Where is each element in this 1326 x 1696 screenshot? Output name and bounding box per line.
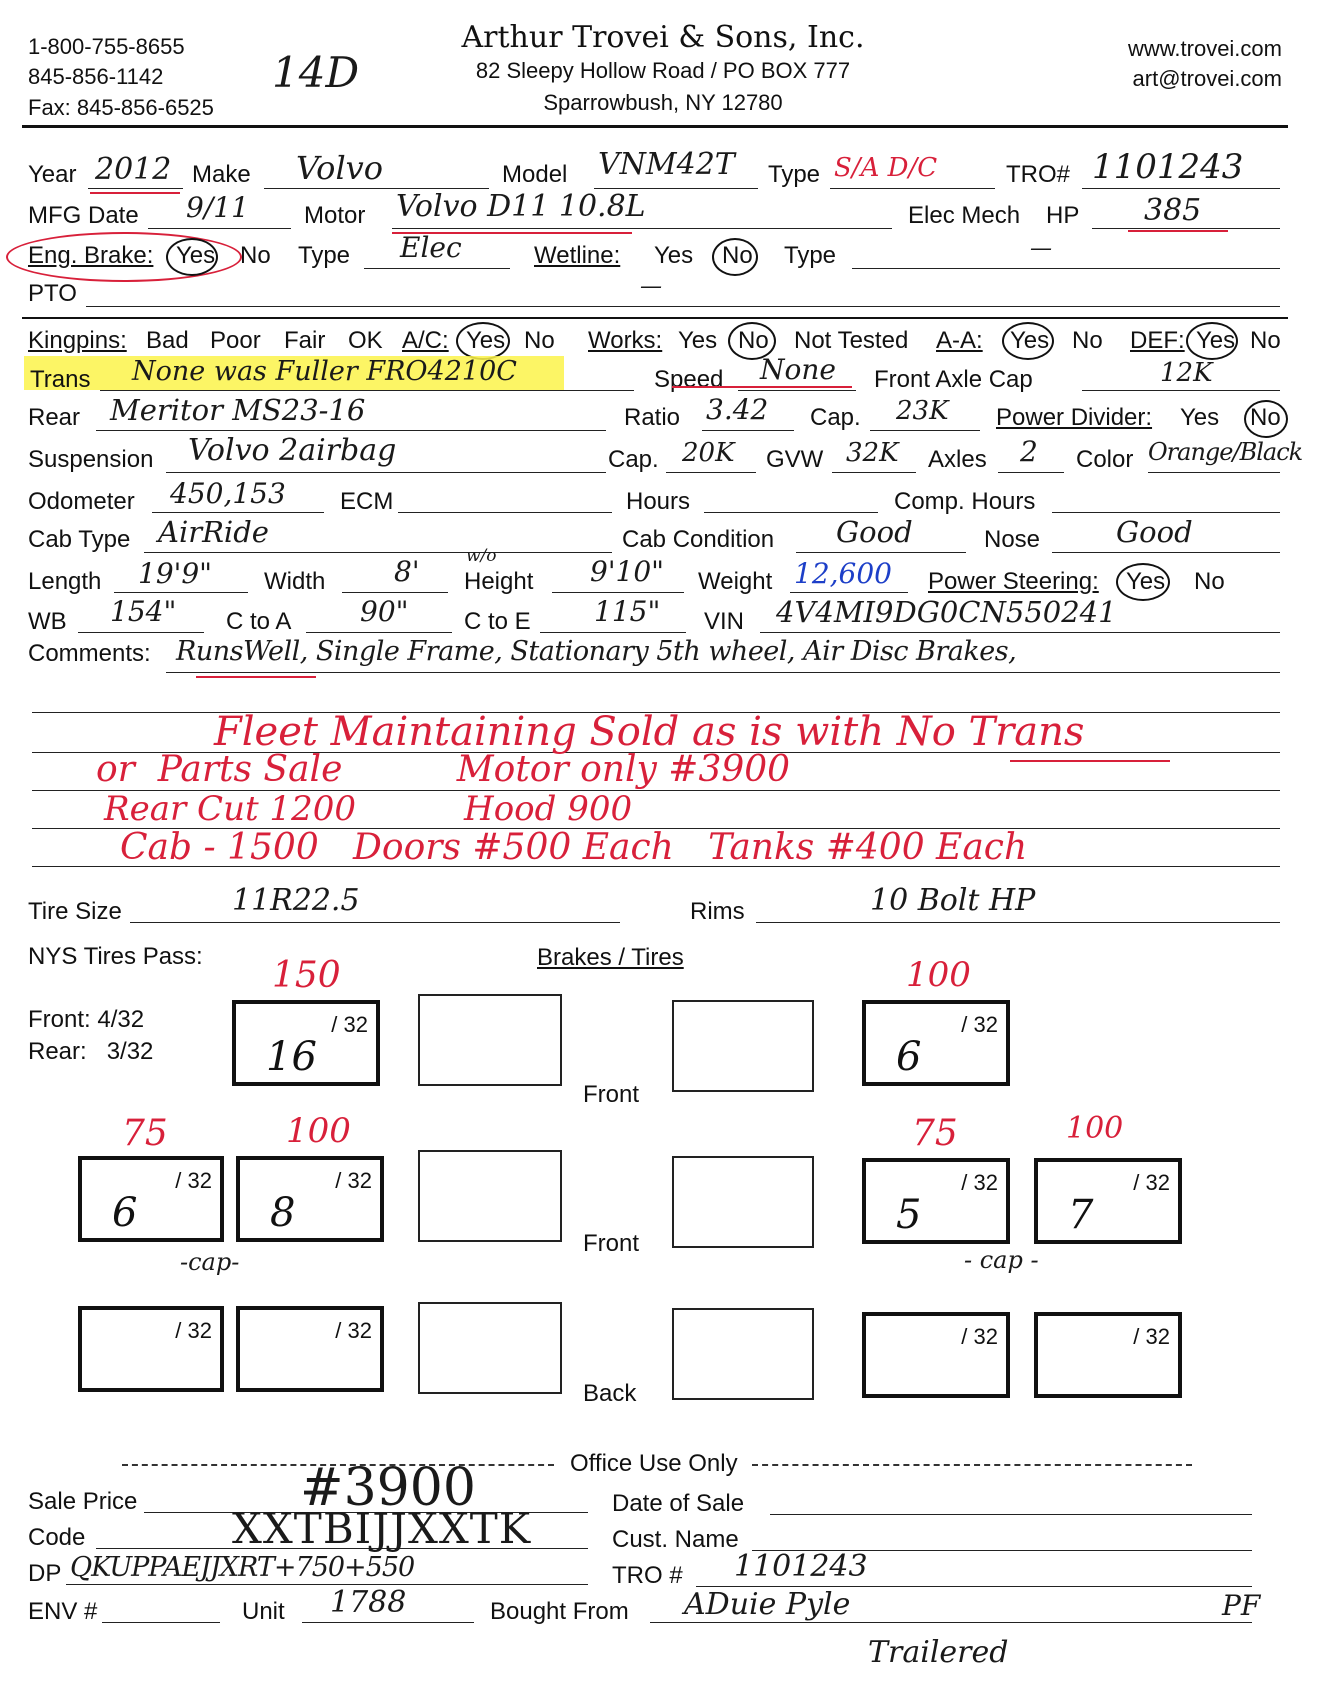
line-cab-condition <box>796 552 966 553</box>
label-unit: Unit <box>242 1598 285 1625</box>
line-c-to-e <box>540 632 686 633</box>
label-brake-type: Type <box>298 242 351 269</box>
line-height <box>552 592 684 593</box>
tire-fl-price: 150 <box>272 955 341 996</box>
value-length: 19'9" <box>138 557 213 590</box>
line-tro <box>1082 188 1280 189</box>
phone-2: 845-856-1142 <box>28 64 164 89</box>
value-cab-type: AirRide <box>158 515 269 549</box>
value-ratio: 3.42 <box>706 393 769 426</box>
value-suspension: Volvo 2airbag <box>188 433 397 468</box>
label-rear-cap: Cap. <box>810 404 861 431</box>
eng-brake-yes: Yes <box>176 242 216 269</box>
tire-box-back-right-outer[interactable] <box>1034 1312 1182 1398</box>
tire-m1-price: 75 <box>122 1113 168 1154</box>
office-dash-right <box>752 1464 1192 1466</box>
power-divider-no: No <box>1250 404 1281 431</box>
value-c-to-a: 90" <box>360 595 409 628</box>
label-tro-2: TRO # <box>612 1562 683 1589</box>
line-weight <box>790 592 908 593</box>
value-wb: 154" <box>110 595 177 628</box>
kingpins-ok: OK <box>348 327 383 354</box>
ac-no: No <box>524 327 555 354</box>
label-brakes-tires: Brakes / Tires <box>537 944 684 971</box>
label-type: Type <box>768 161 821 188</box>
power-steering-no: No <box>1194 568 1225 595</box>
label-ecm: ECM <box>340 488 394 515</box>
underline-speed <box>672 386 852 388</box>
tire-box-front-left[interactable] <box>232 1000 380 1086</box>
label-comments: Comments: <box>28 640 151 667</box>
value-axles: 2 <box>1020 435 1038 468</box>
value-front-axle-cap: 12K <box>1160 358 1213 388</box>
value-trans: None was Fuller FRO4210C <box>132 356 517 387</box>
line-dp <box>66 1584 588 1585</box>
label-rear: Rear <box>28 404 81 431</box>
label-cab-type: Cab Type <box>28 526 131 553</box>
line-odometer <box>152 512 324 513</box>
brake-box-mid-right[interactable] <box>672 1156 814 1248</box>
label-wb: WB <box>28 608 67 635</box>
line-ecm <box>398 512 612 513</box>
label-dp: DP <box>28 1560 62 1587</box>
value-trailered: Trailered <box>868 1635 1009 1670</box>
tire-fraction: / 32 <box>1133 1324 1170 1349</box>
line-rims <box>756 922 1280 923</box>
tire-fraction: / 32 <box>175 1168 212 1193</box>
label-works: Works: <box>588 327 663 354</box>
eng-brake-yes-circle <box>166 238 218 276</box>
line-year <box>88 188 183 189</box>
tire-box-mid-left-outer[interactable] <box>78 1156 224 1242</box>
tire-fraction: / 32 <box>961 1170 998 1195</box>
front-spec: Front: 4/32 <box>28 1006 145 1033</box>
value-pf: PF <box>1222 1589 1261 1622</box>
value-tro: 1101243 <box>1092 147 1244 187</box>
value-rims: 10 Bolt HP <box>870 883 1036 918</box>
label-speed: Speed <box>654 366 724 393</box>
tire-box-back-left-outer[interactable] <box>78 1306 224 1392</box>
rear-spec: Rear: 3/32 <box>28 1038 154 1065</box>
label-eng-brake: Eng. Brake: <box>28 242 154 269</box>
tire-tread-value: 8 <box>270 1190 296 1236</box>
line-gvw <box>832 472 916 473</box>
line-tire-size <box>130 922 620 923</box>
ac-yes: Yes <box>466 327 506 354</box>
value-speed: None <box>760 353 836 386</box>
value-nose: Good <box>1116 515 1193 549</box>
line-bought-from <box>650 1622 1252 1623</box>
works-no: No <box>738 327 769 354</box>
header-divider <box>22 125 1288 128</box>
value-make: Volvo <box>296 149 384 187</box>
note-line-2: or Parts Sale Motor only #3900 <box>96 749 791 790</box>
aa-yes: Yes <box>1010 327 1050 354</box>
label-ac: A/C: <box>402 327 449 354</box>
line-front-axle-cap <box>1082 390 1280 391</box>
tire-m3-price: 75 <box>912 1113 958 1154</box>
line-rear <box>96 430 606 431</box>
value-type: S/A D/C <box>834 153 938 183</box>
line-rear-cap <box>870 430 980 431</box>
underline-year <box>90 192 180 194</box>
label-nys-tires: NYS Tires Pass: <box>28 943 203 970</box>
value-color: Orange/Black <box>1148 438 1303 466</box>
label-kingpins: Kingpins: <box>28 327 127 354</box>
eng-brake-no: No <box>240 242 271 269</box>
label-power-divider: Power Divider: <box>996 404 1153 431</box>
line-pto <box>86 306 1280 307</box>
label-ratio: Ratio <box>624 404 681 431</box>
power-steering-yes-circle <box>1116 563 1170 601</box>
label-hours: Hours <box>626 488 691 515</box>
line-width <box>342 592 448 593</box>
wetline-no-circle <box>712 238 758 276</box>
value-rear-cap: 23K <box>896 396 949 426</box>
line-ratio <box>702 430 794 431</box>
line-trans <box>100 390 634 391</box>
label-motor: Motor <box>304 202 366 229</box>
line-speed <box>738 390 856 391</box>
power-divider-no-circle <box>1244 400 1288 438</box>
label-model: Model <box>502 161 568 188</box>
label-front-2: Front <box>583 1230 640 1257</box>
line-axles <box>998 472 1064 473</box>
cap-note-right: - cap - <box>964 1246 1039 1274</box>
tire-tread-value: 5 <box>896 1192 922 1238</box>
line-nose <box>1052 552 1280 553</box>
label-elec-mech: Elec Mech <box>908 202 1021 229</box>
kingpins-fair: Fair <box>284 327 326 354</box>
line-env <box>102 1622 220 1623</box>
label-wet-type: Type <box>784 242 837 269</box>
height-note: w/o <box>466 546 497 566</box>
value-c-to-e: 115" <box>594 595 661 628</box>
def-yes-circle <box>1186 322 1238 360</box>
label-date-of-sale: Date of Sale <box>612 1490 745 1517</box>
line-hp <box>1092 228 1280 229</box>
value-brake-type: Elec <box>400 231 462 264</box>
value-year: 2012 <box>95 152 172 187</box>
tire-fraction: / 32 <box>961 1012 998 1037</box>
tire-box-mid-right-inner[interactable] <box>862 1158 1010 1244</box>
label-def: DEF: <box>1130 327 1185 354</box>
line-c-to-a <box>306 632 452 633</box>
label-pto: PTO <box>28 280 77 307</box>
value-odometer: 450,153 <box>170 477 286 510</box>
value-model: VNM42T <box>598 147 735 182</box>
company-name: Arthur Trovei & Sons, Inc. <box>461 20 865 55</box>
label-cust-name: Cust. Name <box>612 1526 739 1553</box>
company-address-2: Sparrowbush, NY 12780 <box>543 90 783 115</box>
value-height: 9'10" <box>590 555 665 588</box>
line-susp-cap <box>666 472 756 473</box>
label-hp: HP <box>1046 202 1080 229</box>
value-mfg-date: 9/11 <box>186 191 249 224</box>
kingpins-poor: Poor <box>210 327 261 354</box>
tire-fraction: / 32 <box>335 1168 372 1193</box>
value-motor: Volvo D11 10.8L <box>396 189 646 224</box>
tire-tread-value: 6 <box>112 1190 138 1236</box>
label-power-steering: Power Steering: <box>928 568 1099 595</box>
label-rims: Rims <box>690 898 745 925</box>
tire-fraction: / 32 <box>961 1324 998 1349</box>
line-comments <box>166 672 1280 673</box>
value-sale-price: #3900 <box>300 1458 476 1518</box>
line-type <box>830 188 995 189</box>
tire-tread-value: 16 <box>266 1034 317 1080</box>
line-mfg-date <box>148 228 291 229</box>
tire-fraction: / 32 <box>1133 1170 1170 1195</box>
value-comments: RunsWell, Single Frame, Stationary 5th wheel, Air Disc Brakes, <box>176 636 1017 667</box>
value-cab-condition: Good <box>836 515 913 549</box>
value-hp: 385 <box>1144 193 1202 228</box>
line-length <box>114 592 248 593</box>
label-nose: Nose <box>984 526 1041 553</box>
tire-box-back-right-inner[interactable] <box>862 1312 1010 1398</box>
label-axles: Axles <box>928 446 987 473</box>
power-divider-yes: Yes <box>1180 404 1220 431</box>
def-no: No <box>1250 327 1281 354</box>
wetline-yes: Yes <box>654 242 694 269</box>
line-comp-hours <box>1052 512 1280 513</box>
line-wb <box>78 632 204 633</box>
value-pto: — <box>640 274 662 299</box>
label-comp-hours: Comp. Hours <box>894 488 1036 515</box>
tire-box-mid-left-inner[interactable] <box>236 1156 384 1242</box>
line-color <box>1148 472 1280 473</box>
power-steering-yes: Yes <box>1126 568 1166 595</box>
value-tro-2: 1101243 <box>734 1549 868 1584</box>
line-brake-type <box>364 268 510 269</box>
label-year: Year <box>28 161 77 188</box>
label-tro: TRO# <box>1006 161 1071 188</box>
note-line-3: Rear Cut 1200 Hood 900 <box>104 789 633 829</box>
kingpins-bad: Bad <box>146 327 189 354</box>
tire-box-mid-right-outer[interactable] <box>1034 1158 1182 1244</box>
tire-box-front-right[interactable] <box>862 1000 1010 1086</box>
cap-note-left: -cap- <box>180 1248 240 1276</box>
line-date-of-sale <box>770 1514 1252 1515</box>
tire-m2-price: 100 <box>286 1111 351 1151</box>
label-office-use: Office Use Only <box>570 1450 738 1477</box>
label-bought-from: Bought From <box>490 1598 629 1625</box>
tire-m4-price: 100 <box>1066 1111 1124 1146</box>
def-yes: Yes <box>1196 327 1236 354</box>
tire-fraction: / 32 <box>175 1318 212 1343</box>
company-address-1: 82 Sleepy Hollow Road / PO BOX 777 <box>475 58 851 83</box>
phone-1: 1-800-755-8655 <box>28 34 185 59</box>
value-bought-from: ADuie Pyle <box>684 1587 851 1622</box>
label-front-1: Front <box>583 1081 640 1108</box>
value-unit: 1788 <box>330 1585 407 1620</box>
line-unit <box>302 1622 474 1623</box>
value-width: 8' <box>394 555 420 588</box>
tire-tread-value: 6 <box>896 1034 922 1080</box>
value-gvw: 32K <box>846 438 899 468</box>
label-weight: Weight <box>698 568 773 595</box>
line-wet-type <box>852 268 1280 269</box>
label-width: Width <box>264 568 326 595</box>
tire-box-back-left-inner[interactable] <box>236 1306 384 1392</box>
label-aa: A-A: <box>936 327 983 354</box>
tire-fr-price: 100 <box>906 955 971 995</box>
label-suspension: Suspension <box>28 446 154 473</box>
label-vin: VIN <box>704 608 745 635</box>
brake-box-back-right[interactable] <box>672 1308 814 1400</box>
line-motor <box>392 228 892 229</box>
label-height: Height <box>464 568 534 595</box>
underline-hp <box>1128 230 1228 232</box>
tire-tread-value: 7 <box>1068 1192 1094 1238</box>
value-wet-type: — <box>1030 236 1052 261</box>
value-weight: 12,600 <box>794 557 892 590</box>
label-color: Color <box>1076 446 1134 473</box>
note-line-4: Cab - 1500 Doors #500 Each Tanks #400 Each <box>120 827 1028 868</box>
line-vin <box>760 632 1280 633</box>
line-hours <box>704 512 878 513</box>
fax-number: Fax: 845-856-6525 <box>28 95 214 120</box>
label-odometer: Odometer <box>28 488 135 515</box>
value-dp: QKUPPAEJJXRT+750+550 <box>70 1552 415 1583</box>
ac-yes-circle <box>456 322 510 360</box>
label-code: Code <box>28 1524 86 1551</box>
tire-fraction: / 32 <box>335 1318 372 1343</box>
label-cab-condition: Cab Condition <box>622 526 775 553</box>
label-sale-price: Sale Price <box>28 1488 138 1515</box>
works-yes: Yes <box>678 327 718 354</box>
label-gvw: GVW <box>766 446 824 473</box>
label-c-to-a: C to A <box>226 608 292 635</box>
website: www.trovei.com <box>1127 36 1282 61</box>
line-suspension <box>166 472 606 473</box>
value-susp-cap: 20K <box>682 438 735 468</box>
label-mfg-date: MFG Date <box>28 202 139 229</box>
label-c-to-e: C to E <box>464 608 531 635</box>
label-tire-size: Tire Size <box>28 898 122 925</box>
label-wetline: Wetline: <box>534 242 621 269</box>
brake-box-front-left[interactable] <box>418 994 562 1086</box>
label-susp-cap: Cap. <box>608 446 659 473</box>
note-line-1: Fleet Maintaining Sold as is with No Trans <box>214 709 1085 755</box>
value-vin: 4V4MI9DG0CN550241 <box>776 595 1117 629</box>
underline-note <box>1010 760 1170 762</box>
works-not-tested: Not Tested <box>794 327 909 354</box>
wetline-no: No <box>722 242 753 269</box>
label-trans: Trans <box>30 366 91 393</box>
underline-comments <box>196 676 316 678</box>
brake-box-front-right[interactable] <box>672 1000 814 1092</box>
aa-yes-circle <box>1002 322 1054 360</box>
handwritten-id: 14D <box>272 48 360 97</box>
brake-box-back-left[interactable] <box>418 1302 562 1394</box>
value-tire-size: 11R22.5 <box>232 883 360 918</box>
email: art@trovei.com <box>1132 66 1282 91</box>
aa-no: No <box>1072 327 1103 354</box>
section-divider <box>22 317 1288 319</box>
tire-fraction: / 32 <box>331 1012 368 1037</box>
label-make: Make <box>192 161 251 188</box>
brake-box-mid-left[interactable] <box>418 1150 562 1242</box>
label-length: Length <box>28 568 102 595</box>
label-back: Back <box>583 1380 637 1407</box>
label-env: ENV # <box>28 1598 98 1625</box>
label-front-axle-cap: Front Axle Cap <box>874 366 1033 393</box>
line-cab-type <box>144 552 612 553</box>
value-rear: Meritor MS23-16 <box>110 393 366 427</box>
value-code: XXTBIJJXXTK <box>232 1504 532 1553</box>
